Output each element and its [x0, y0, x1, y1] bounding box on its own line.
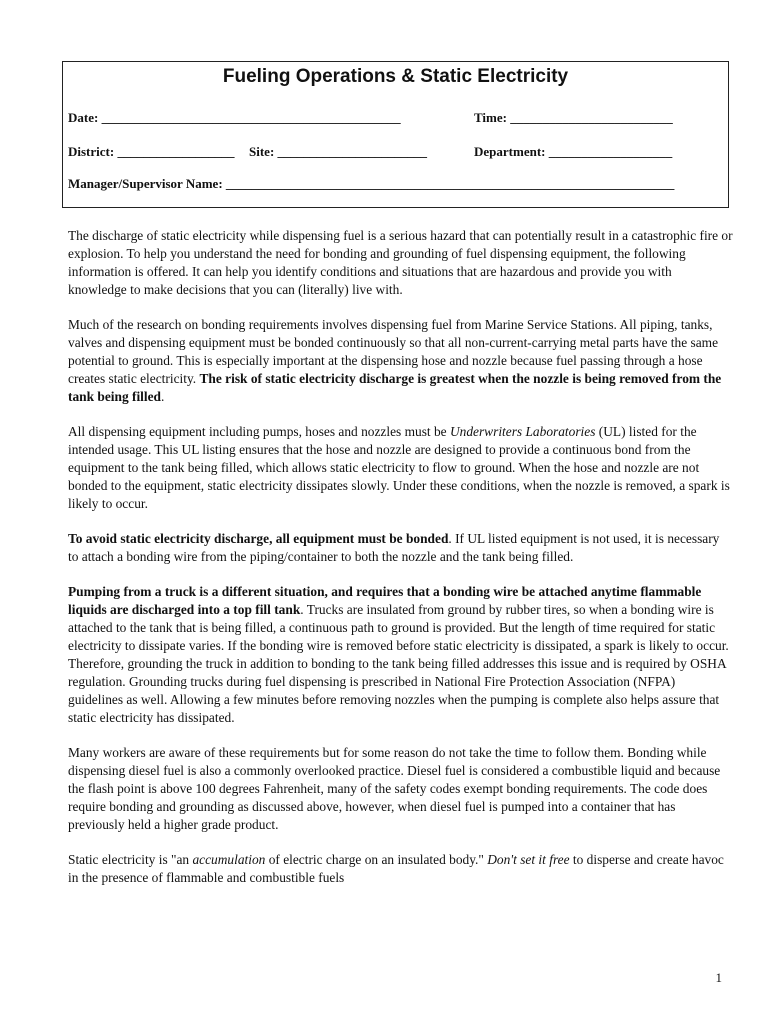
paragraph-avoid-emphasis: To avoid static electricity discharge, all equipment must be bonded	[68, 531, 449, 546]
paragraph-truck-emphasis: Pumping from a truck is a different situation, and requires that a bonding wire be attached anytime flammable liquids are discharged into a top fill tank	[68, 584, 702, 617]
paragraph-intro	[68, 227, 733, 299]
paragraph-definition-italic-2: Don't set it free	[487, 852, 570, 867]
paragraph-intro-text: The discharge of static electricity while dispensing fuel is a serious hazard that can potentially result in a catastrophic fire or explosion. To help you understand the need for bonding and grounding of fuel dispensing equipment, the following information is offered. It can help you identify conditions and situations that are hazardous and provide you with knowledge to make decisions that you can (literally) live with.	[68, 228, 733, 297]
department-field[interactable]: Department: ___________________	[474, 144, 673, 159]
paragraph-ul-text-a: All dispensing equipment including pumps, hoses and nozzles must be	[68, 424, 450, 439]
form-header-box	[62, 61, 729, 208]
paragraph-definition-text-c: to disperse and create havoc in the presence of flammable and combustible fuels	[68, 852, 724, 885]
page-number: 1	[715, 970, 722, 985]
paragraph-marine-end: .	[161, 389, 165, 404]
paragraph-avoid-text: . If UL listed equipment is not used, it is necessary to attach a bonding wire from the piping/container to both the nozzle and the tank being filled.	[68, 531, 720, 564]
paragraph-marine-emphasis: The risk of static electricity discharge is greatest when the nozzle is being removed from the tank being filled	[68, 371, 722, 404]
paragraph-marine-stations	[68, 316, 733, 406]
site-field[interactable]: Site: _______________________	[249, 144, 428, 159]
paragraph-definition-text-a: Static electricity is "an	[68, 852, 193, 867]
paragraph-ul-italic: Underwriters Laboratories	[449, 424, 596, 439]
document-body	[68, 227, 733, 904]
paragraph-ul-listing	[68, 423, 733, 513]
paragraph-definition	[68, 851, 733, 887]
district-field[interactable]: District: __________________	[68, 144, 235, 159]
paragraph-ul-text-b: (UL) listed for the intended usage. This UL listing ensures that the hose and nozzle are designed to provide a continuous bond from the equipment to the tank being filled, which allows static electricity to flow to ground. When the hose and nozzle are not bonded to the equipment, static electricity dissipates slowly. Under these conditions, when the nozzle is removed, a spark is likely to occur.	[68, 424, 730, 511]
paragraph-truck-pumping	[68, 583, 733, 727]
date-field[interactable]: Date: ______________________________________________	[68, 110, 401, 125]
document-title: Fueling Operations & Static Electricity	[222, 66, 569, 87]
paragraph-diesel-text: Many workers are aware of these requirements but for some reason do not take the time to follow them. Bonding while dispensing diesel fuel is also a commonly overlooked practice. Diesel fuel is considered a combustible liquid and because the flash point is above 100 degrees Fahrenheit, many of the safety codes exempt bonding requirements. The code does require bonding and grounding as discussed above, however, when diesel fuel is pumped into a container that has previously held a higher grade product.	[68, 745, 721, 832]
manager-name-field[interactable]: Manager/Supervisor Name: _____________________________________________________________________	[68, 176, 675, 191]
paragraph-marine-text: Much of the research on bonding requirements involves dispensing fuel from Marine Service Stations. All piping, tanks, valves and dispensing equipment must be bonded continuously so that all non-current-carrying metal parts have the same potential to ground. This is especially important at the dispensing hose and nozzle because fuel passing through a hose creates static electricity.	[68, 317, 719, 386]
paragraph-definition-text-b: of electric charge on an insulated body."	[265, 852, 488, 867]
paragraph-definition-italic-1: accumulation	[192, 852, 266, 867]
time-field[interactable]: Time: _________________________	[474, 110, 673, 125]
paragraph-truck-text: . Trucks are insulated from ground by rubber tires, so when a bonding wire is attached to the tank that is being filled, a continuous path to ground is provided. But the length of time required for static electricity to dissipate varies. If the bonding wire is removed before static electricity is dissipated, a spark is likely to occur. Therefore, grounding the truck in addition to bonding to the tank being filled addresses this issue and is required by OSHA regulation. Grounding trucks during fuel dispensing is prescribed in National Fire Protection Association (NFPA) guidelines as well. Allowing a few minutes before removing nozzles when the pumping is complete also helps assure that static electricity has dissipated.	[68, 602, 729, 725]
paragraph-avoid-discharge	[68, 530, 733, 566]
paragraph-diesel	[68, 744, 733, 834]
